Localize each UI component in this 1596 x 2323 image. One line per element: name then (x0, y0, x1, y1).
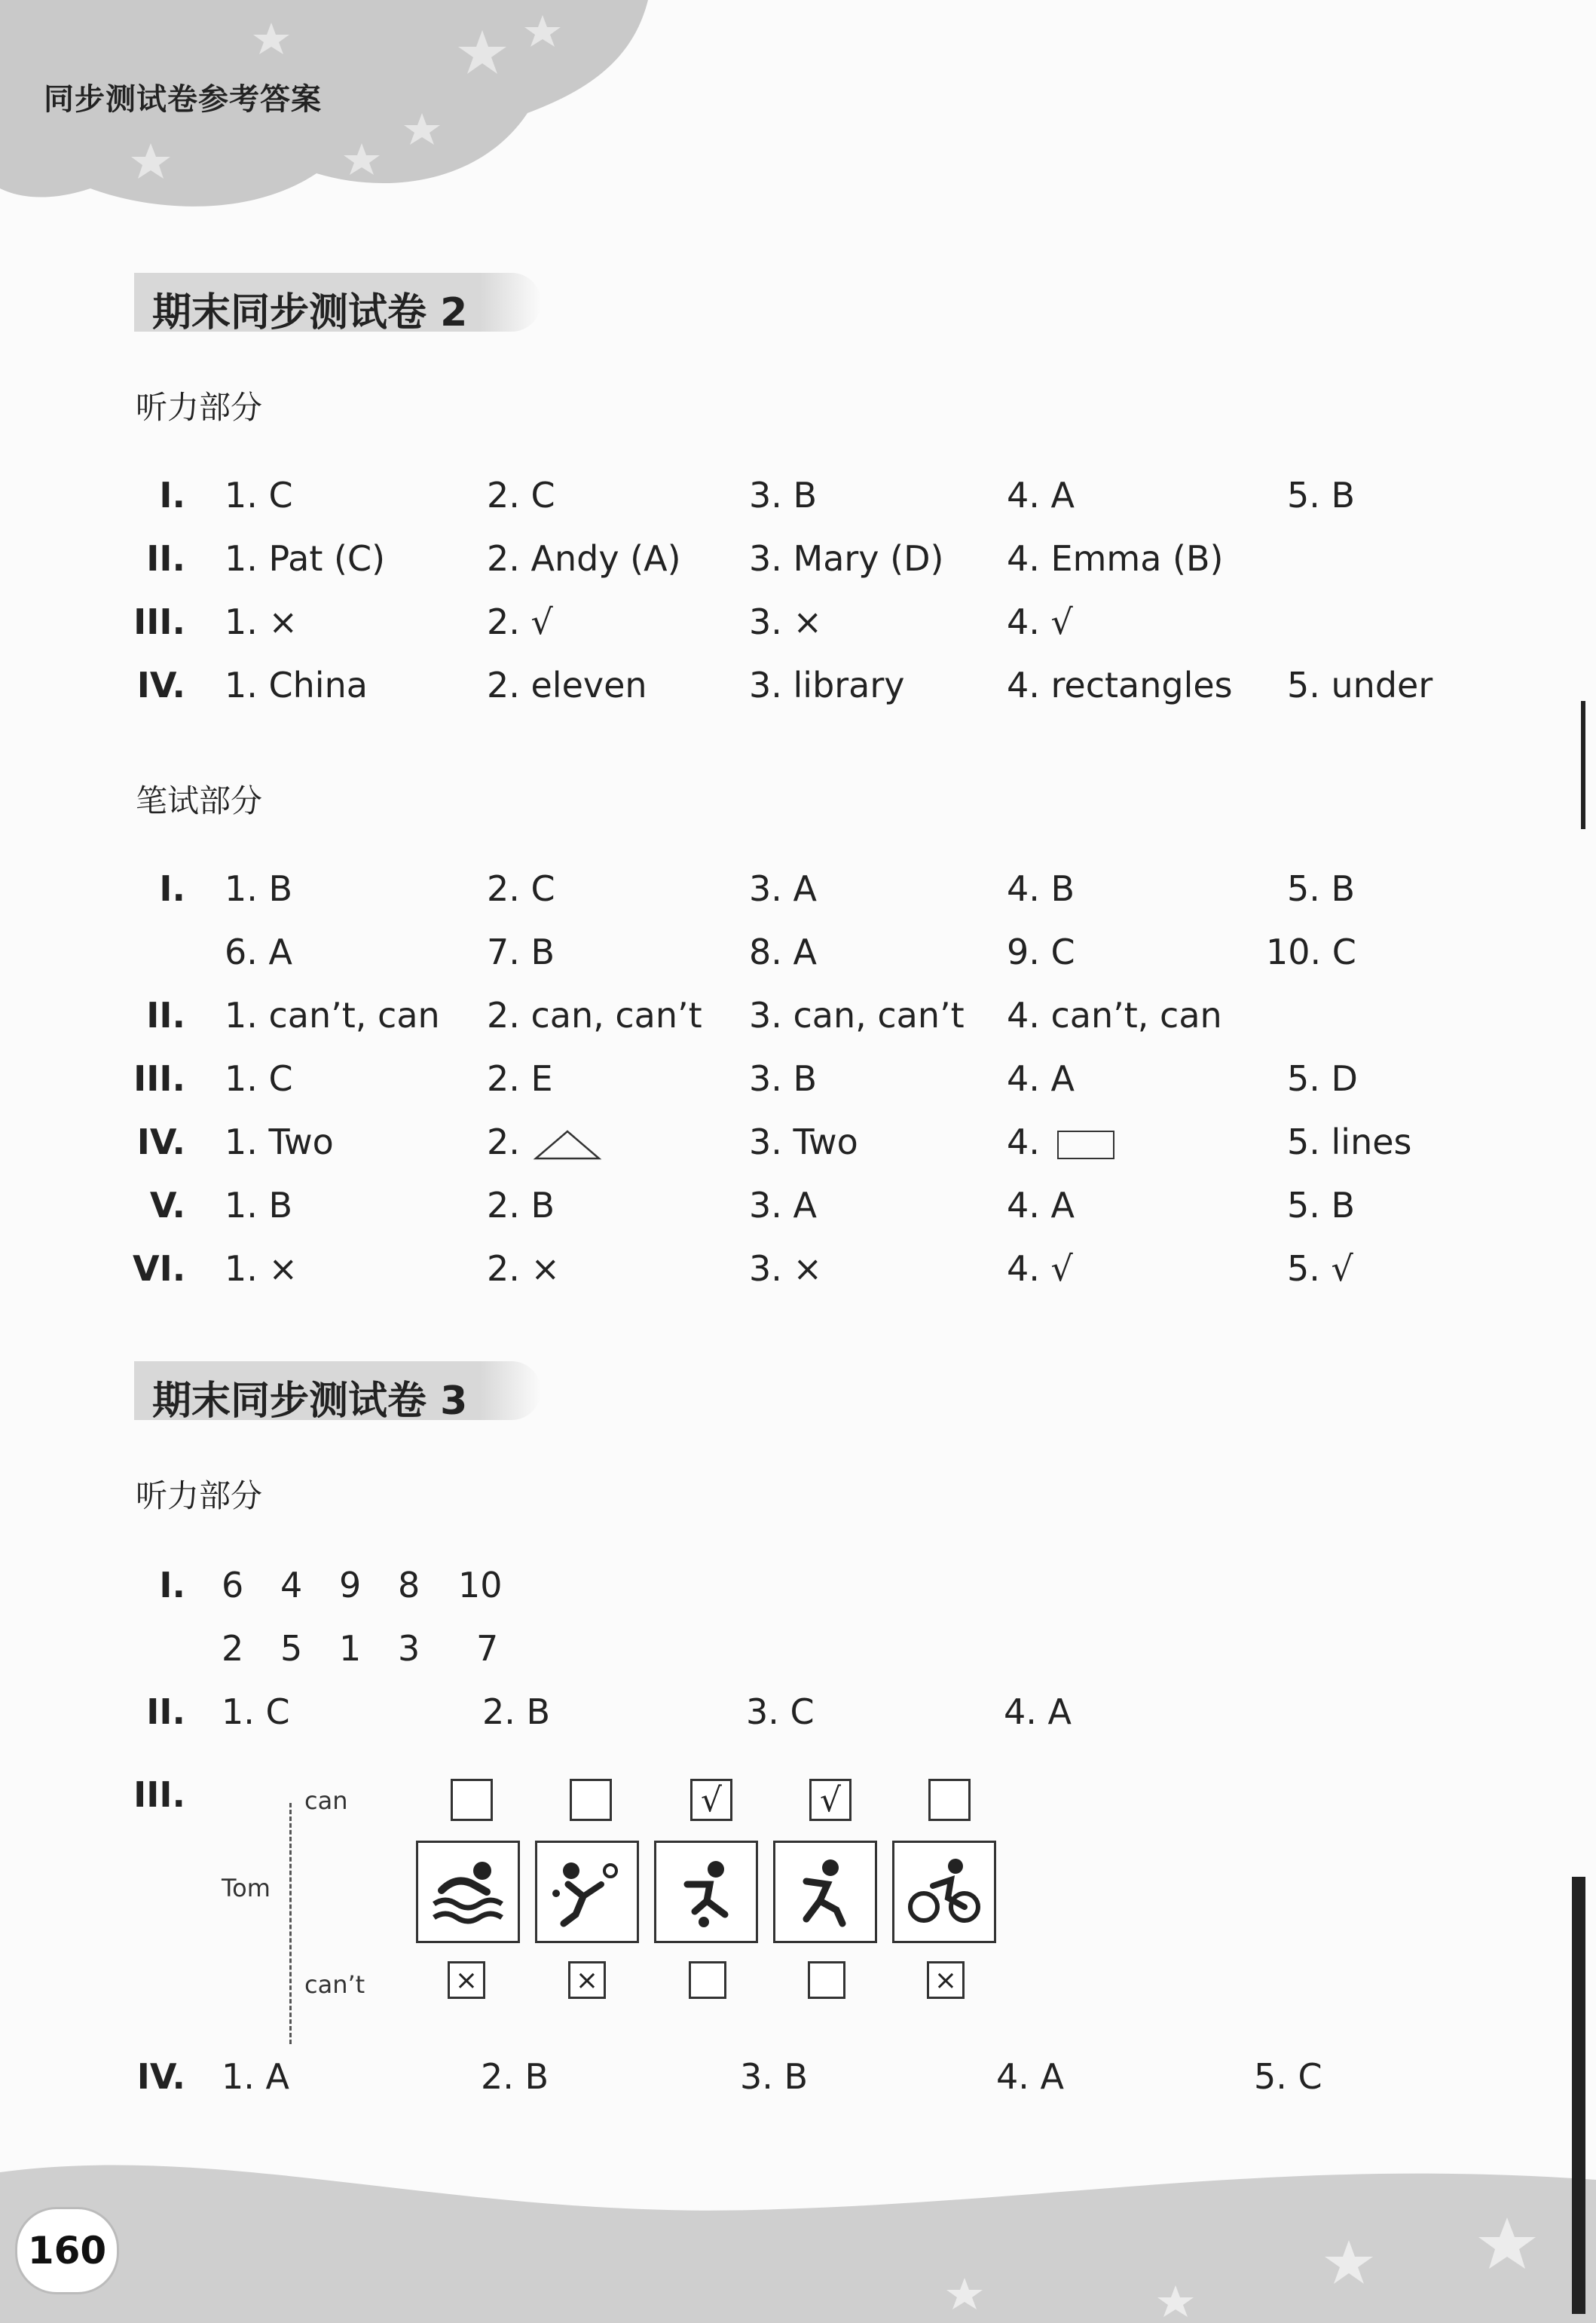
answer-item: 2. C (487, 868, 555, 909)
answer-item: 5. B (1287, 475, 1356, 516)
can-checkbox (570, 1779, 612, 1821)
answer-item: 4. B (1007, 868, 1075, 909)
answer-item: 2. Andy (A) (487, 538, 681, 579)
roman-numeral: III. (133, 1774, 185, 1815)
running-icon (773, 1841, 877, 1943)
answer-item: 5. B (1287, 1185, 1356, 1226)
answer-item: 2. C (487, 475, 555, 516)
page-number: 160 (15, 2207, 119, 2294)
football-icon (654, 1841, 758, 1943)
order-row (0, 1628, 1596, 1673)
answer-item: 4. can’t, can (1007, 995, 1222, 1036)
answer-row (0, 1122, 1596, 1167)
cycling-icon (892, 1841, 996, 1943)
section-banner-test3 (134, 1361, 541, 1424)
answer-item: 4. √ (1007, 1248, 1073, 1289)
answer-number: 2. (487, 1122, 520, 1162)
answer-item: 2. B (481, 2056, 549, 2097)
answer-item: 1. A (222, 2056, 289, 2097)
order-number: 1 (339, 1628, 362, 1669)
triangle-icon (531, 1128, 604, 1162)
cant-checkbox (808, 1961, 845, 1999)
answer-row (0, 1248, 1596, 1293)
answer-item: 8. A (749, 932, 817, 972)
order-number: 7 (476, 1628, 499, 1669)
order-number: 6 (222, 1565, 244, 1605)
answer-item: 1. C (225, 1058, 293, 1099)
order-number: 3 (398, 1628, 420, 1669)
answer-item: 3. × (749, 601, 823, 642)
answer-item: 1. C (222, 1691, 290, 1732)
order-number: 5 (280, 1628, 303, 1669)
answer-item: 3. Mary (D) (749, 538, 944, 579)
roman-numeral: I. (159, 1565, 185, 1605)
answer-item: 9. C (1007, 932, 1075, 972)
answer-item: 1. China (225, 665, 368, 705)
answer-item: 2. B (482, 1691, 551, 1732)
answer-item: 4. rectangles (1007, 665, 1233, 705)
answer-item: 2. √ (487, 601, 553, 642)
answer-item: 2. E (487, 1058, 553, 1099)
answer-item-triangle (487, 1122, 604, 1162)
answer-item: 3. library (749, 665, 905, 705)
answer-item: 6. A (225, 932, 292, 972)
roman-numeral: VI. (133, 1248, 186, 1289)
answer-item: 4. A (1004, 1691, 1072, 1732)
answer-item: 1. × (225, 601, 298, 642)
can-checkbox: √ (809, 1779, 852, 1821)
roman-numeral: IV. (136, 1122, 185, 1162)
answer-row (0, 1691, 1596, 1737)
answer-item: 10. C (1266, 932, 1356, 972)
answer-row (0, 538, 1596, 583)
order-row (0, 1565, 1596, 1610)
section-title-test3: 期末同步测试卷 3 (152, 1379, 468, 1424)
roman-numeral: I. (159, 475, 185, 516)
swimming-icon (416, 1841, 520, 1943)
can-checkbox: √ (690, 1779, 732, 1821)
answer-item: 3. A (749, 1185, 817, 1226)
answer-item: 1. Pat (C) (225, 538, 386, 579)
answer-item: 5. under (1287, 665, 1433, 705)
roman-numeral: V. (149, 1185, 185, 1226)
answer-row (0, 868, 1596, 914)
order-number: 9 (339, 1565, 362, 1605)
cant-label: can’t (304, 1970, 365, 1999)
cant-checkbox: × (927, 1961, 965, 1999)
listening-label-test2: 听力部分 (136, 389, 263, 426)
answer-item: 5. D (1287, 1058, 1358, 1099)
order-number: 10 (458, 1565, 503, 1605)
answer-item: 2. B (487, 1185, 555, 1226)
listening-label-test3: 听力部分 (136, 1477, 263, 1514)
section-banner-test2 (134, 273, 541, 335)
roman-numeral: III. (133, 601, 185, 642)
ability-question-row (0, 1774, 1596, 1820)
answer-item: 1. B (225, 1185, 293, 1226)
answer-item: 4. A (1007, 1058, 1075, 1099)
roman-numeral: IV. (136, 2056, 185, 2097)
answer-item: 7. B (487, 932, 555, 972)
answer-item: 4. Emma (B) (1007, 538, 1224, 579)
roman-numeral: I. (159, 868, 185, 909)
order-number: 2 (222, 1628, 244, 1669)
scan-edge-shadow (1572, 1877, 1585, 2314)
answer-number: 4. (1007, 1122, 1040, 1162)
answer-item: 2. can, can’t (487, 995, 702, 1036)
cant-checkbox: × (568, 1961, 606, 1999)
header-title: 同步测试卷参考答案 (44, 82, 322, 117)
answer-item: 1. C (225, 475, 293, 516)
dashed-divider (289, 1803, 292, 2044)
answer-item: 4. A (996, 2056, 1064, 2097)
answer-row (0, 601, 1596, 647)
can-checkbox (928, 1779, 971, 1821)
answer-item: 3. A (749, 868, 817, 909)
roman-numeral: IV. (136, 665, 185, 705)
cant-checkbox (689, 1961, 726, 1999)
order-number: 4 (280, 1565, 303, 1605)
name-label: Tom (222, 1874, 271, 1902)
footer-wave-decoration (0, 2127, 1596, 2323)
can-label: can (304, 1786, 348, 1815)
answer-item: 2. eleven (487, 665, 647, 705)
roman-numeral: II. (146, 538, 185, 579)
scan-edge-shadow (1581, 701, 1585, 829)
section-title-test2: 期末同步测试卷 2 (152, 290, 468, 335)
answer-item: 2. × (487, 1248, 561, 1289)
answer-item: 4. A (1007, 1185, 1075, 1226)
answer-row (0, 932, 1596, 977)
answer-row (0, 1058, 1596, 1103)
volleyball-icon (535, 1841, 639, 1943)
answer-row (0, 665, 1596, 710)
answer-item: 4. √ (1007, 601, 1073, 642)
answer-item: 3. × (749, 1248, 823, 1289)
answer-item: 1. B (225, 868, 293, 909)
answer-item: 3. B (740, 2056, 809, 2097)
answer-item: 5. lines (1287, 1122, 1412, 1162)
answer-item: 4. A (1007, 475, 1075, 516)
answer-item: 3. B (749, 1058, 818, 1099)
answer-row (0, 2056, 1596, 2101)
order-number: 8 (398, 1565, 420, 1605)
answer-row (0, 1185, 1596, 1230)
roman-numeral: III. (133, 1058, 185, 1099)
answer-item: 3. can, can’t (749, 995, 965, 1036)
cant-checkbox: × (448, 1961, 485, 1999)
answer-item: 3. B (749, 475, 818, 516)
rectangle-icon (1057, 1131, 1114, 1159)
answer-item: 3. C (746, 1691, 815, 1732)
writing-label-test2: 笔试部分 (136, 782, 263, 819)
answer-item: 3. Two (749, 1122, 858, 1162)
answer-item: 5. B (1287, 868, 1356, 909)
answer-item: 1. can’t, can (225, 995, 440, 1036)
roman-numeral: II. (146, 995, 185, 1036)
roman-numeral: II. (146, 1691, 185, 1732)
answer-row (0, 995, 1596, 1040)
answer-item: 1. × (225, 1248, 298, 1289)
answer-item: 5. C (1254, 2056, 1322, 2097)
can-checkbox (451, 1779, 493, 1821)
answer-item: 1. Two (225, 1122, 334, 1162)
answer-item-rectangle (1007, 1122, 1114, 1162)
answer-item: 5. √ (1287, 1248, 1353, 1289)
answer-row (0, 475, 1596, 520)
